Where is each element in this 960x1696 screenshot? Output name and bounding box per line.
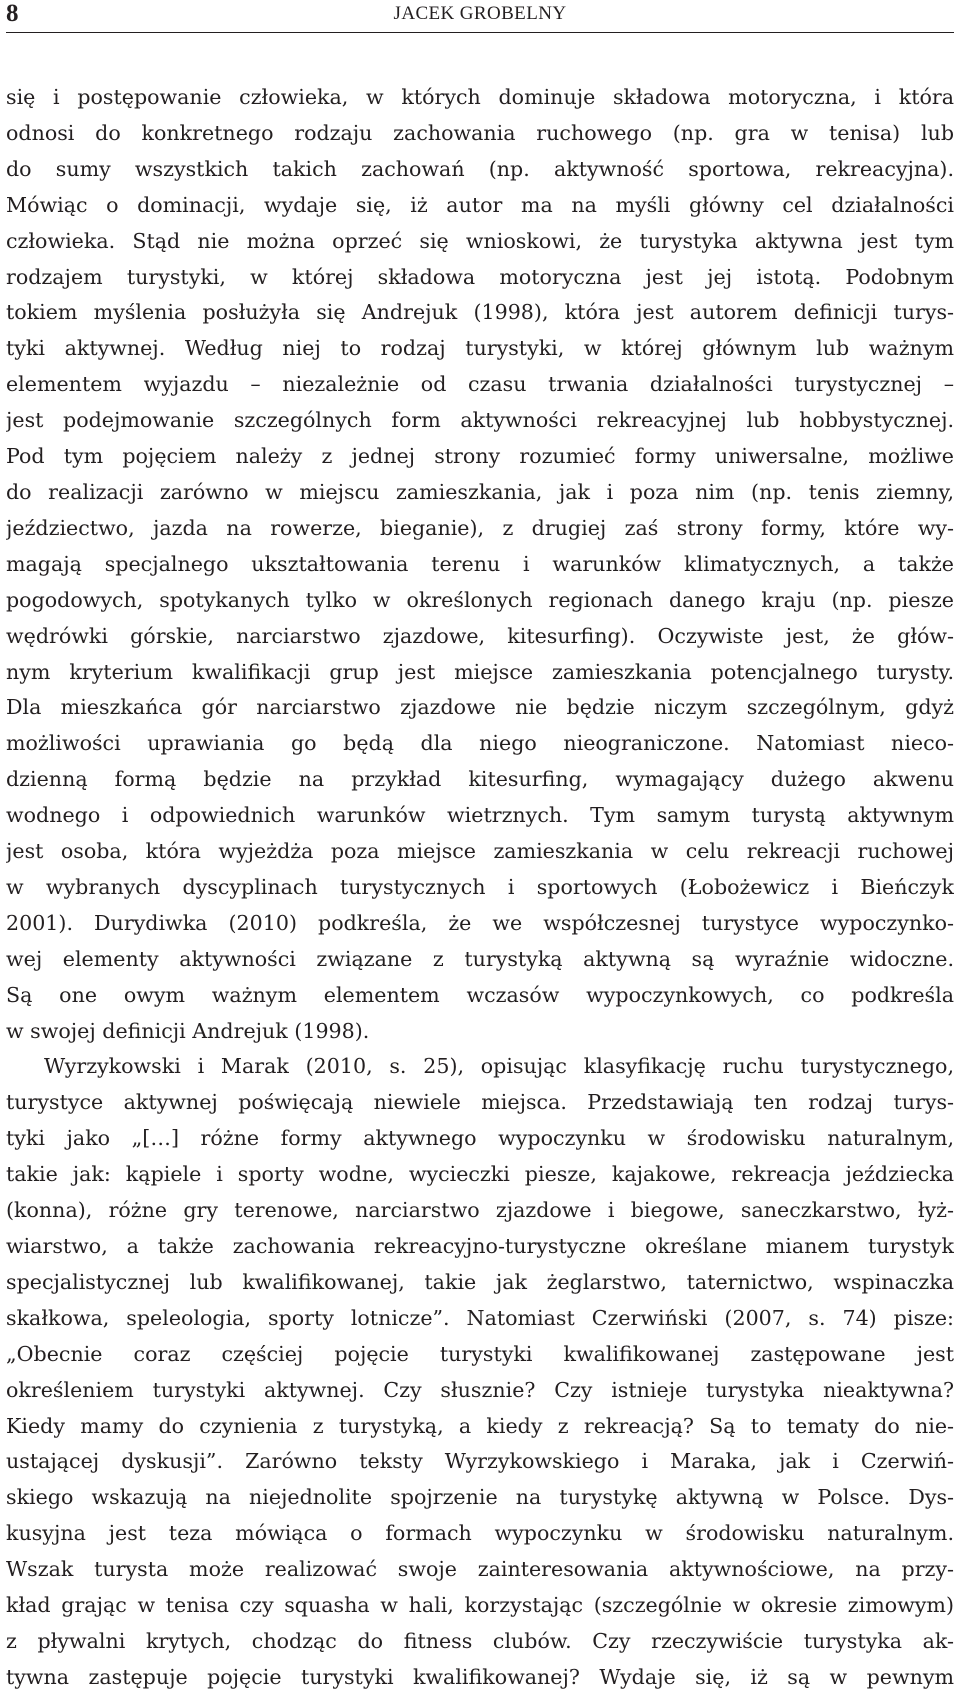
text-line: kład grając w tenisa czy squasha w hali, korzystając (szczególnie w okresie zimowym) bbox=[6, 1593, 954, 1618]
text-line: jeździectwo, jazda na rowerze, bieganie), z drugiej zaś strony formy, które wy- bbox=[6, 515, 954, 540]
text-line: człowieka. Stąd nie można oprzeć się wnioskowi, że turystyka aktywna jest tym bbox=[6, 228, 954, 253]
text-line: określeniem turystyki aktywnej. Czy słusznie? Czy istnieje turystyka nieaktywna? bbox=[6, 1377, 954, 1402]
text-line: tyki jako „[…] różne formy aktywnego wypoczynku w środowisku naturalnym, bbox=[6, 1126, 954, 1151]
text-line: Pod tym pojęciem należy z jednej strony rozumieć formy uniwersalne, możliwe bbox=[6, 444, 954, 469]
text-line: skałkowa, speleologia, sporty lotnicze”. Natomiast Czerwiński (2007, s. 74) pisze: bbox=[6, 1305, 954, 1330]
running-head-author: JACEK GROBELNY bbox=[393, 3, 567, 24]
text-line: skiego wskazują na niejednolite spojrzenie na turystykę aktywną w Polsce. Dys- bbox=[6, 1485, 954, 1510]
text-line: Wyrzykowski i Marak (2010, s. 25), opisując klasyfikację ruchu turystycznego, bbox=[44, 1054, 954, 1079]
paragraph-1 bbox=[6, 80, 954, 1049]
text-line: (konna), różne gry terenowe, narciarstwo zjazdowe i biegowe, saneczkarstwo, łyż- bbox=[6, 1198, 954, 1223]
text-line: Kiedy mamy do czynienia z turystyką, a kiedy z rekreacją? Są to tematy do nie- bbox=[6, 1413, 954, 1438]
text-line: turystyce aktywnej poświęcają niewiele miejsca. Przedstawiają ten rodzaj turys- bbox=[6, 1090, 954, 1115]
text-line: do sumy wszystkich takich zachowań (np. aktywność sportowa, rekreacyjna). bbox=[6, 156, 954, 181]
text-line: tyki aktywnej. Według niej to rodzaj turystyki, w której głównym lub ważnym bbox=[6, 336, 954, 361]
text-line: takie jak: kąpiele i sporty wodne, wycieczki piesze, kajakowe, rekreacja jeździecka bbox=[6, 1162, 954, 1187]
page-number: 8 bbox=[6, 0, 19, 27]
text-line: „Obecnie coraz częściej pojęcie turystyki kwalifikowanej zastępowane jest bbox=[6, 1341, 954, 1366]
text-line: Wszak turysta może realizować swoje zainteresowania aktywnościowe, na przy- bbox=[6, 1557, 954, 1582]
paragraph-2 bbox=[6, 1049, 954, 1695]
text-line: się i postępowanie człowieka, w których dominuje składowa motoryczna, i która bbox=[6, 85, 954, 109]
text-line: tywna zastępuje pojęcie turystyki kwalifikowanej? Wydaje się, iż są w pewnym bbox=[6, 1664, 954, 1689]
text-line: jest osoba, która wyjeżdża poza miejsce zamieszkania w celu rekreacji ruchowej bbox=[6, 839, 954, 864]
text-line: wodnego i odpowiednich warunków wietrznych. Tym samym turystą aktywnym bbox=[6, 803, 954, 828]
text-line: z pływalni krytych, chodząc do fitness clubów. Czy rzeczywiście turystyka ak- bbox=[6, 1628, 954, 1653]
text-line: kusyjna jest teza mówiąca o formach wypoczynku w środowisku naturalnym. bbox=[6, 1521, 954, 1546]
running-header bbox=[6, 0, 954, 33]
text-line: Są one owym ważnym elementem wczasów wypoczynkowych, co podkreśla bbox=[6, 982, 954, 1007]
text-line: wej elementy aktywności związane z turystyką aktywną są wyraźnie widoczne. bbox=[6, 946, 954, 971]
text-line: magają specjalnego ukształtowania terenu i warunków klimatycznych, a także bbox=[6, 551, 954, 576]
body-text bbox=[6, 80, 954, 1696]
text-line: odnosi do konkretnego rodzaju zachowania ruchowego (np. gra w tenisa) lub bbox=[6, 120, 954, 145]
text-line: rodzajem turystyki, w której składowa motoryczna jest jej istotą. Podobnym bbox=[6, 264, 954, 289]
text-line: możliwości uprawiania go będą dla niego nieograniczone. Natomiast nieco- bbox=[6, 731, 954, 756]
text-line: w wybranych dyscyplinach turystycznych i sportowych (Łobożewicz i Bieńczyk bbox=[6, 874, 954, 899]
text-line: specjalistycznej lub kwalifikowanej, takie jak żeglarstwo, taternictwo, wspinaczka bbox=[6, 1269, 954, 1294]
text-line: wiarstwo, a także zachowania rekreacyjno-turystyczne określane mianem turystyk bbox=[6, 1234, 954, 1258]
text-line: do realizacji zarówno w miejscu zamieszkania, jak i poza nim (np. tenis ziemny, bbox=[6, 479, 954, 504]
text-line: Mówiąc o dominacji, wydaje się, iż autor ma na myśli główny cel działalności bbox=[6, 192, 954, 217]
text-line: dzienną formą będzie na przykład kitesurfing, wymagający dużego akwenu bbox=[6, 767, 954, 792]
text-line: elementem wyjazdu – niezależnie od czasu trwania działalności turystycznej – bbox=[6, 372, 954, 397]
text-line: pogodowych, spotykanych tylko w określonych regionach danego kraju (np. piesze bbox=[6, 587, 954, 612]
text-line: 2001). Durydiwka (2010) podkreśla, że we współczesnej turystyce wypoczynko- bbox=[6, 910, 954, 935]
text-line: jest podejmowanie szczególnych form aktywności rekreacyjnej lub hobbystycznej. bbox=[6, 408, 954, 433]
text-line: nym kryterium kwalifikacji grup jest miejsce zamieszkania potencjalnego turysty. bbox=[6, 659, 954, 684]
text-line: wędrówki górskie, narciarstwo zjazdowe, kitesurfing). Oczywiste jest, że głów- bbox=[6, 623, 954, 648]
text-line: tokiem myślenia posłużyła się Andrejuk (1998), która jest autorem definicji turys- bbox=[6, 300, 954, 325]
text-line: ustającej dyskusji”. Zarówno teksty Wyrzykowskiego i Maraka, jak i Czerwiń- bbox=[6, 1449, 954, 1474]
text-line: Dla mieszkańca gór narciarstwo zjazdowe nie będzie niczym szczególnym, gdyż bbox=[6, 695, 954, 720]
text-line: w swojej definicji Andrejuk (1998). bbox=[6, 1018, 370, 1043]
